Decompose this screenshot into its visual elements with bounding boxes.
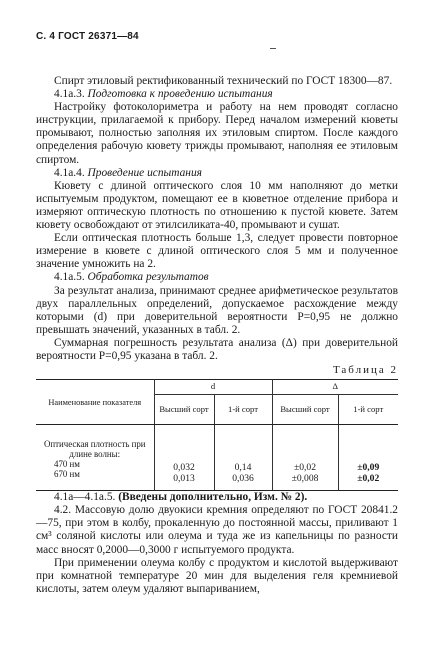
table-row xyxy=(36,425,398,485)
subheader-cell: Высший сорт xyxy=(154,395,214,425)
value-cell xyxy=(273,425,338,484)
delta-high-cell xyxy=(272,425,338,485)
d-high-cell xyxy=(154,425,214,485)
row-label-cell xyxy=(36,425,154,485)
value: ±0,09 xyxy=(357,462,380,474)
amendment-note xyxy=(36,491,398,504)
value-cell xyxy=(155,425,214,484)
paragraph-result: За результат анализа, принимают среднее арифметическое результатов двух параллельных определений, допускаемое расхождение между которыми (d) при доверительной вероятности P=0,95 не должно превышать значений, указанных в табл. 2. xyxy=(36,284,398,336)
paragraph-cuvette: Кювету с длиной оптического слоя 10 мм наполняют до метки испытуемым продуктом, помещают ее в кюветное отделение прибора и измеряют оптическую плотность по отношению к пустой кювете. Затем кювету освобождают от этилсиликата-40, промывают и сушат. xyxy=(36,179,398,232)
row-name: Оптическая плотность при длине волны: xyxy=(43,439,146,460)
wavelength-470: 470 нм xyxy=(54,459,80,470)
section-heading-preparation xyxy=(36,88,398,101)
value: 0,013 xyxy=(173,472,195,484)
value: 0,036 xyxy=(232,472,254,484)
value-cell xyxy=(215,425,272,484)
column-header-delta: Δ xyxy=(272,380,398,395)
subheader-cell: Высший сорт xyxy=(272,395,338,425)
note-text: (Введены дополнительно, Изм. № 2). xyxy=(118,491,308,504)
section-number: 4.1а.5. xyxy=(54,271,85,284)
paragraph-oleum: При применении олеума колбу с продуктом и кислотой выдерживают при комнатной температуре 20 мин для выделения геля кремниевой кислоты, затем олеум удаляют выпариванием, xyxy=(36,556,398,595)
value: 0,032 xyxy=(173,462,195,474)
section-number: 4.1а.3. xyxy=(54,88,85,101)
section-title: Обработка результатов xyxy=(87,271,209,284)
table-caption: Таблица 2 xyxy=(332,364,398,377)
section-heading-processing xyxy=(36,271,398,284)
value: 0,14 xyxy=(234,462,252,474)
note-range: 4.1а—4.1а.5. xyxy=(54,491,116,504)
page-header: С. 4 ГОСТ 26371—84 xyxy=(36,31,139,42)
scan-mark xyxy=(270,48,276,49)
value: ±0,02 xyxy=(357,472,380,484)
document-body xyxy=(36,75,398,596)
value: ±0,008 xyxy=(291,472,319,484)
section-title: Подготовка к проведению испытания xyxy=(87,88,273,101)
section-number: 4.1а.4. xyxy=(54,166,85,179)
value: ±0,02 xyxy=(293,462,317,474)
column-header-name: Наименование показателя xyxy=(36,380,154,425)
wavelength-670: 670 нм xyxy=(54,469,80,480)
subheader-cell: 1-й сорт xyxy=(214,395,272,425)
paragraph-ethanol: Спирт этиловый ректификованный технический по ГОСТ 18300—87. xyxy=(54,75,393,87)
subheader-cell: 1-й сорт xyxy=(338,395,398,425)
paragraph-error: Суммарная погрешность результата анализа (Δ) при доверительной вероятности P=0,95 указана в табл. 2. xyxy=(36,336,398,362)
d-first-cell xyxy=(214,425,272,485)
results-table xyxy=(36,379,398,491)
table-bottom-rule xyxy=(36,484,398,491)
section-heading-testing xyxy=(36,167,398,180)
table-header-row xyxy=(36,380,398,395)
paragraph-remeasure: Если оптическая плотность больше 1,3, следует провести повторное измерение в кювете с длиной оптического слоя 5 мм и полученное значение умножить на 2. xyxy=(36,232,398,271)
delta-first-cell xyxy=(338,425,398,485)
paragraph-setup: Настройку фотоколориметра и работу на нем проводят согласно инструкции, прилагаемой к прибору. Перед началом измерений кюветы промывают, полностью заполняя их этиловым спиртом. После каждого определения рабочую кювету трижды промывают, наполняя ее этиловым спиртом. xyxy=(36,101,398,166)
paragraph-silica: 4.2. Массовую долю двуокиси кремния определяют по ГОСТ 20841.2—75, при этом в колбу, прокаленную до постоянной массы, приливают 1 см³ соляной кислоты или олеума и туда же из капельницы по разности масс вносят 0,2000—0,3000 г испытуемого продукта. xyxy=(36,504,398,556)
column-header-d: d xyxy=(154,380,272,395)
section-title: Проведение испытания xyxy=(87,166,202,179)
value-cell xyxy=(339,425,399,484)
